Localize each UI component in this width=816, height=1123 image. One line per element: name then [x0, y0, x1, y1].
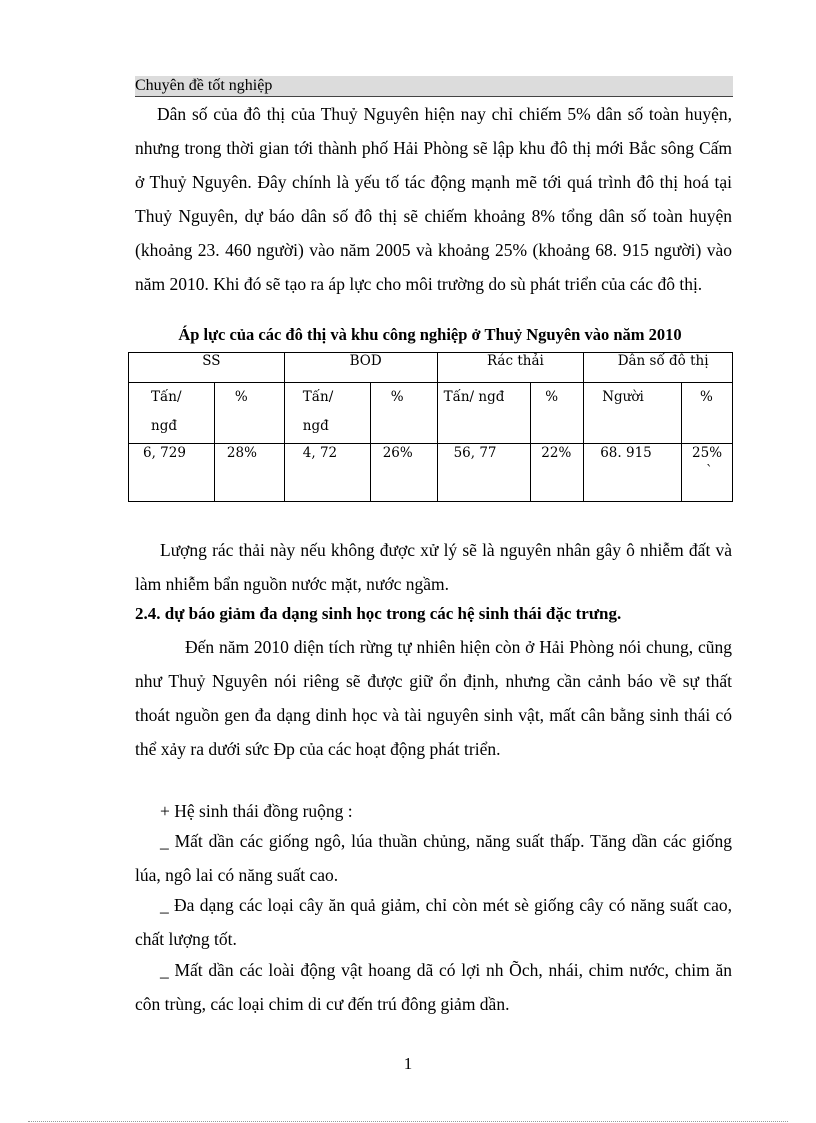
- intro-paragraph: Dân số của đô thị của Thuỷ Nguyên hiện nay chỉ chiếm 5% dân số toàn huyện, nhưng trong thời gian tới thành phố Hải Phòng sẽ lập khu đô thị mới Bắc sông Cấm ở Thuỷ Nguyên. Đây chính là yếu tố tác động mạnh mẽ tới quá trình đô thị hoá tại Thuỷ Nguyên, dự báo dân số đô thị sẽ chiếm khoảng 8% tổng dân số toàn huyện (khoảng 23. 460 người) vào năm 2005 và khoảng 25% (khoảng 68. 915 người) vào năm 2010. Khi đó sẽ tạo ra áp lực cho môi trường do sù phát triển của các đô thị.: [135, 104, 732, 294]
- value-cell: 26%: [370, 444, 437, 502]
- bullet-item: _ Mất dần các giống ngô, lúa thuần chủng, năng suất thấp. Tăng dần các giống lúa, ngô lai có năng suất cao.: [135, 831, 732, 885]
- value-cell: 28%: [214, 444, 284, 502]
- table-value-row: [129, 444, 733, 502]
- page-edge-dots: [28, 1121, 788, 1122]
- subheader-cell: Tấn/ ngđ: [437, 383, 531, 444]
- group-header-rac-thai: Rác thải: [437, 353, 584, 383]
- value-cell-text: 25%: [692, 445, 723, 461]
- value-cell: 6, 729: [129, 444, 215, 502]
- bullet-item: _ Đa dạng các loại cây ăn quả giảm, chỉ còn mét sè giống cây có năng suất cao, chất lượng tốt.: [135, 895, 732, 949]
- table-group-header-row: [129, 353, 733, 383]
- group-header-ss: SS: [129, 353, 285, 383]
- value-cell: 22%: [531, 444, 584, 502]
- after-table-paragraph: Lượng rác thải này nếu không được xử lý sẽ là nguyên nhân gây ô nhiễm đất và làm nhiễm bẩn nguồn nước mặt, nước ngầm.: [135, 540, 732, 594]
- subheader-cell: Tấn/ ngđ: [284, 383, 370, 444]
- value-cell: 56, 77: [437, 444, 531, 502]
- subheader-cell: %: [370, 383, 437, 444]
- value-cell: 4, 72: [284, 444, 370, 502]
- value-cell: 68. 915: [584, 444, 682, 502]
- group-header-dan-so: Dân số đô thị: [584, 353, 733, 383]
- page-header: Chuyên đề tốt nghiệp: [135, 76, 733, 97]
- subheader-cell: Người: [584, 383, 682, 444]
- value-cell: [682, 444, 733, 502]
- table-subheader-row: [129, 383, 733, 444]
- section-heading: 2.4. dự báo giảm đa dạng sinh học trong các hệ sinh thái đặc trưng.: [135, 604, 622, 623]
- section-paragraph: Đến năm 2010 diện tích rừng tự nhiên hiện còn ở Hải Phòng nói chung, cũng như Thuỷ Nguyên nói riêng sẽ được giữ ổn định, nhưng cần cảnh báo về sự thất thoát nguồn gen đa dạng dinh học và tài nguyên sinh vật, mất cân bằng sinh thái có thể xảy ra dưới sức Ðp của các hoạt động phát triển.: [135, 637, 732, 759]
- subheader-cell: %: [682, 383, 733, 444]
- subheader-cell: %: [531, 383, 584, 444]
- ecosystem-label: + Hệ sinh thái đồng ruộng :: [160, 801, 353, 821]
- page-number: 1: [403, 1054, 413, 1073]
- group-header-bod: BOD: [284, 353, 437, 383]
- bullet-item: _ Mất dần các loài động vật hoang dã có lợi nh Õch, nhái, chim nước, chim ăn côn trùng, các loại chim di cư đến trú đông giảm dần.: [135, 960, 732, 1014]
- subheader-cell: Tấn/ ngđ: [129, 383, 215, 444]
- table-title: Áp lực của các đô thị và khu công nghiệp ở Thuỷ Nguyên vào năm 2010: [178, 325, 682, 344]
- pressure-table: [128, 352, 733, 502]
- stray-mark: `: [706, 463, 713, 479]
- subheader-cell: %: [214, 383, 284, 444]
